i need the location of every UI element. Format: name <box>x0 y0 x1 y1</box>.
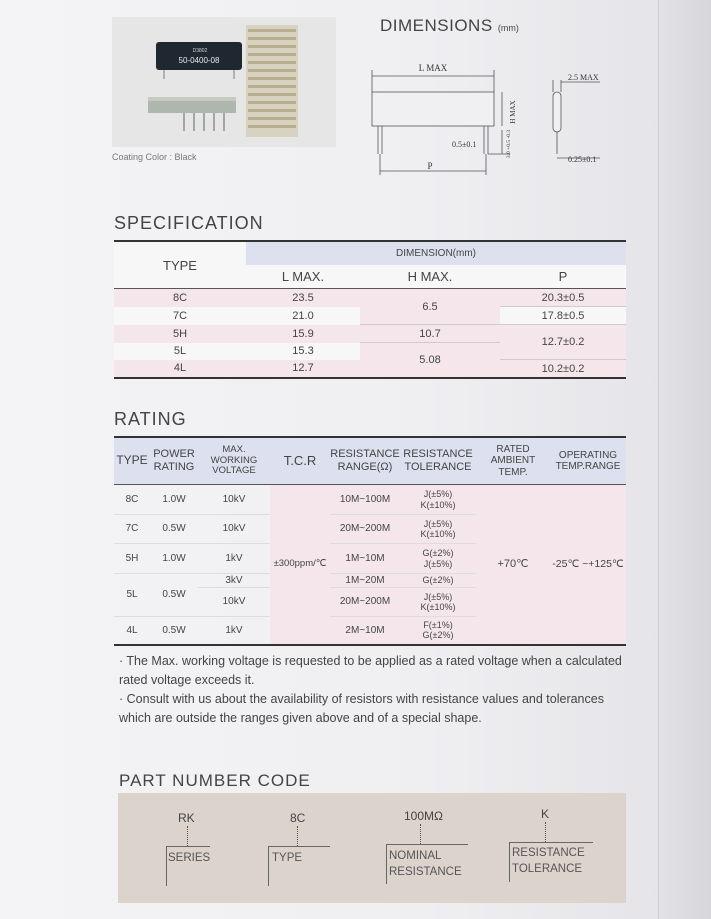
spec-row-l: 12.7 <box>246 360 360 379</box>
spec-col-h: H MAX. <box>360 265 500 289</box>
ambient-header-line2: AMBIENT TEMP. <box>490 455 536 478</box>
note-consult: · Consult with us about the availability of resistors with resistance values and tolerances which are outside the ranges given above and of a special shape. <box>119 692 604 725</box>
dimensions-title-text: DIMENSIONS <box>380 16 493 35</box>
operating-header-line2: TEMP.RANGE <box>555 461 621 472</box>
tolerance-bracket-side <box>509 842 510 882</box>
rating-row-tolerance <box>400 544 476 574</box>
rating-power-header <box>150 437 198 485</box>
code-resistance: 100MΩ <box>404 809 443 823</box>
series-bracket <box>166 846 210 847</box>
spec-row-type: 5H <box>114 325 246 343</box>
note-max-voltage: · The Max. working voltage is requested to be applied as a rated voltage when a calculated rated voltage exceeds it. <box>119 654 622 687</box>
resistance-leader <box>420 824 421 844</box>
rating-operating-header <box>550 437 626 485</box>
rating-row-range: 2M~10M <box>330 617 400 645</box>
rating-ambient-header <box>476 437 550 485</box>
rating-row-power: 0.5W <box>162 523 186 535</box>
resistance-tolerance-label <box>512 845 585 877</box>
spec-row-p: 20.3±0.5 <box>500 289 626 307</box>
tolerance-b: K(±10%) <box>420 529 456 539</box>
specification-table <box>114 240 626 379</box>
tolerance-line2: TOLERANCE <box>512 863 583 875</box>
rating-ambient-value: +70℃ <box>476 485 550 645</box>
pin-width-label: 0.5±0.1 <box>452 140 477 149</box>
power-header-line2: RATING <box>153 461 195 473</box>
spec-row-l: 21.0 <box>246 307 360 325</box>
resistance-bracket <box>386 844 468 845</box>
rating-row-range: 1M~10M <box>330 544 400 574</box>
range-header-line2: RANGE(Ω) <box>337 461 393 473</box>
rating-row-range: 1M~20M <box>330 574 400 588</box>
rating-row-range: 20M~200M <box>330 515 400 544</box>
spec-row-p: 17.8±0.5 <box>500 307 626 325</box>
spec-row-type: 4L <box>114 360 246 379</box>
spec-row-type: 7C <box>114 307 246 325</box>
tolerance-b: K(±10%) <box>420 499 456 510</box>
tolerance-header-line1: RESISTANCE <box>403 448 473 461</box>
spec-row-l: 15.9 <box>246 325 360 343</box>
rating-row-tolerance <box>400 515 476 544</box>
rating-table <box>114 436 626 646</box>
rating-operating-value: -25℃ ~+125℃ <box>550 485 626 645</box>
thickness-max-label: 2.5 MAX <box>568 73 599 82</box>
rating-row-range: 10M~100M <box>330 485 400 515</box>
rating-row-tolerance <box>400 617 476 645</box>
spec-row-h: 5.08 <box>360 343 500 379</box>
spec-row-h: 10.7 <box>360 325 500 343</box>
tolerance-a: J(±5%) <box>423 489 453 500</box>
tolerance-a: J(±5%) <box>423 591 453 602</box>
nominal-resistance-label <box>389 848 462 880</box>
page-edge <box>658 0 711 919</box>
resistance-bracket-side <box>386 844 387 884</box>
tolerance-leader <box>545 822 546 842</box>
rating-row-type: 5L <box>114 574 150 617</box>
rating-tolerance-header <box>400 437 476 485</box>
rating-row-voltage: 10kV <box>222 523 246 535</box>
spec-row-type: 5L <box>114 343 246 360</box>
rating-row-voltage: 10kV <box>222 596 246 608</box>
spec-row-l: 15.3 <box>246 343 360 360</box>
chip-label-2: 50-0400-08 <box>178 56 220 65</box>
product-photo <box>112 17 336 147</box>
tolerance-line1: RESISTANCE <box>512 847 585 859</box>
type-bracket-side <box>268 846 269 886</box>
rating-row-voltage: 1kV <box>225 624 243 636</box>
rating-row-type: 8C <box>125 493 139 505</box>
spec-col-l: L MAX. <box>246 265 360 289</box>
tolerance-b: G(±2%) <box>422 630 454 641</box>
dimensions-title <box>380 16 519 36</box>
rating-row-tolerance <box>400 485 476 515</box>
spec-row-l: 23.5 <box>246 289 360 307</box>
dimension-drawing <box>360 50 630 190</box>
type-bracket <box>268 846 330 847</box>
tolerance-a: F(±1%) <box>423 619 453 630</box>
rating-row-power: 0.5W <box>150 574 198 617</box>
rating-row-tolerance <box>400 588 476 617</box>
spec-col-p: P <box>500 265 626 289</box>
spec-row-p: 12.7±0.2 <box>500 325 626 360</box>
tolerance-a: G(±2%) <box>422 548 454 559</box>
dimensions-unit: (mm) <box>497 23 519 33</box>
coating-color-caption: Coating Color : Black <box>112 152 197 162</box>
ambient-header-line1: RATED <box>496 443 530 455</box>
rating-row-type: 4L <box>126 624 138 636</box>
power-header-line1: POWER <box>153 448 195 461</box>
spec-row-p: 10.2±0.2 <box>500 360 626 379</box>
rating-row-power: 1.0W <box>162 493 186 505</box>
rating-range-header <box>330 437 400 485</box>
rating-row-type: 7C <box>125 523 139 535</box>
rating-tcr-header: T.C.R <box>270 437 330 485</box>
h-max-label: H MAX <box>509 100 517 124</box>
rating-row-power: 0.5W <box>162 624 186 636</box>
rating-row-range: 20M~200M <box>330 588 400 617</box>
tolerance-bracket <box>509 842 593 843</box>
tolerance-a: J(±5%) <box>423 518 453 529</box>
rating-row-voltage: 10kV <box>222 493 246 505</box>
code-tolerance: K <box>541 807 550 821</box>
l-max-label: L MAX <box>418 63 448 73</box>
nominal-line1: NOMINAL <box>389 850 442 862</box>
rating-tcr-value: ±300ppm/℃ <box>270 485 330 645</box>
type-leader <box>297 826 298 846</box>
series-leader <box>187 826 188 846</box>
spec-row-type: 8C <box>114 289 246 307</box>
series-label: SERIES <box>168 852 211 864</box>
pin-height-label: 3.0 +0.5 -0.3 <box>506 129 512 159</box>
spec-type-header: TYPE <box>114 241 246 289</box>
rating-row-power: 1.0W <box>162 552 186 564</box>
rating-row-type: 5H <box>125 552 139 564</box>
code-series: RK <box>178 811 195 825</box>
specification-title: SPECIFICATION <box>114 213 264 233</box>
voltage-header-line2: WORKING VOLTAGE <box>210 454 258 477</box>
tolerance-header-line2: TOLERANCE <box>404 461 472 473</box>
range-header-line1: RESISTANCE <box>330 448 400 461</box>
tolerance-b: K(±10%) <box>420 602 456 612</box>
rating-row-voltage: 3kV <box>198 574 270 588</box>
rating-title: RATING <box>114 409 187 429</box>
nominal-line2: RESISTANCE <box>389 866 462 878</box>
tolerance-b: J(±5%) <box>423 558 453 569</box>
rating-row-tolerance: G(±2%) <box>400 574 476 588</box>
code-type: 8C <box>290 811 306 825</box>
series-bracket-side <box>166 846 167 886</box>
spec-dimension-header: DIMENSION(mm) <box>246 241 626 265</box>
pin-thickness-label: 0.25±0.1 <box>568 155 597 164</box>
operating-header-line1: OPERATING <box>558 449 618 461</box>
rating-voltage-header <box>198 437 270 485</box>
chip-label-1: D3802 <box>192 48 208 54</box>
voltage-header-line1: MAX. <box>222 443 246 455</box>
rating-row-voltage: 1kV <box>225 552 243 564</box>
spec-row-h: 6.5 <box>360 289 500 325</box>
part-number-title: PART NUMBER CODE <box>119 771 311 790</box>
rating-type-header: TYPE <box>114 437 150 485</box>
type-label: TYPE <box>272 852 303 864</box>
p-label: P <box>427 161 433 171</box>
